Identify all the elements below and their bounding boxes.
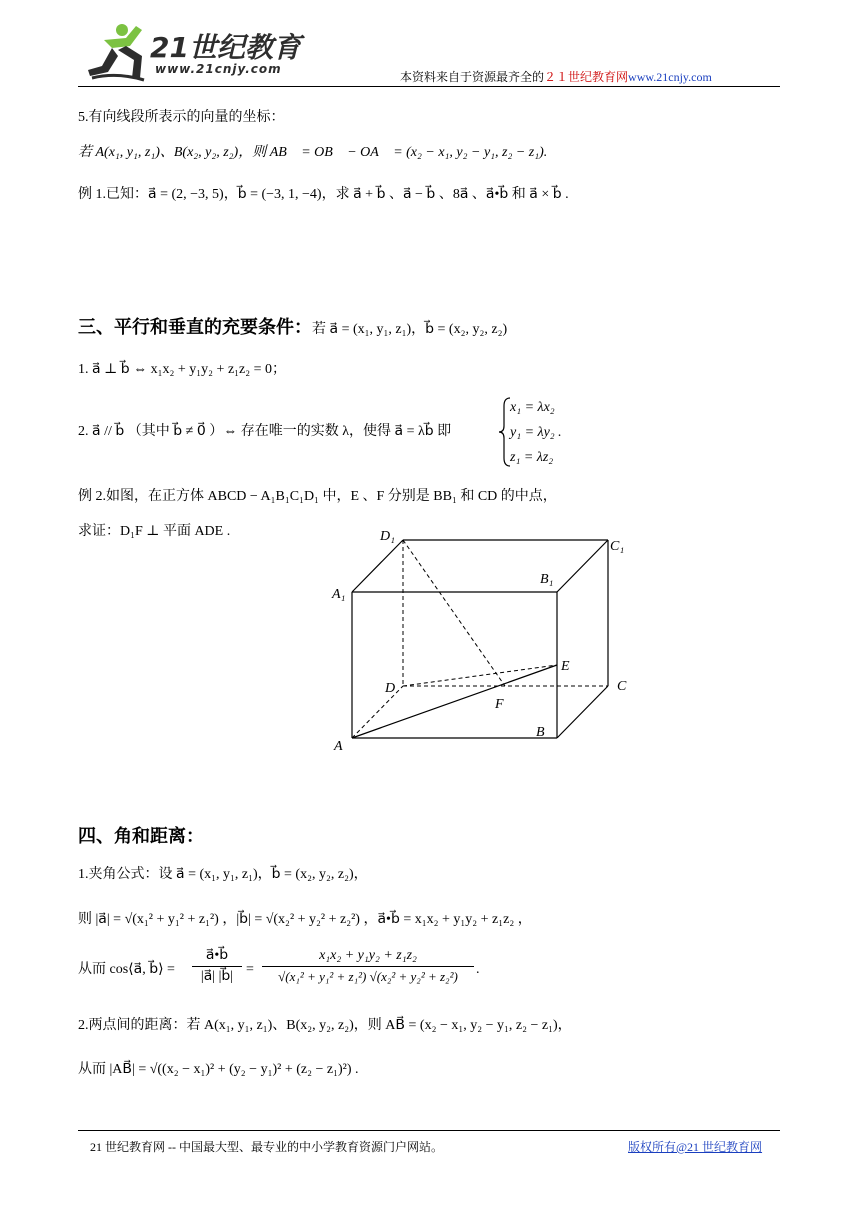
edge-a1-d1 bbox=[352, 540, 403, 592]
label-d1: D₁ bbox=[380, 529, 395, 544]
system-eq-2: y₁ = λy₂ . bbox=[510, 425, 562, 440]
header-source-url[interactable]: www.21cnjy.com bbox=[628, 70, 712, 84]
cube-figure bbox=[320, 520, 650, 760]
fraction1-num: a⃗•b⃗ bbox=[192, 946, 242, 967]
header-source-brand[interactable]: ２１世纪教育网 bbox=[544, 70, 629, 84]
header-source-prefix: 本资料来自于资源最齐全的 bbox=[400, 70, 545, 84]
fraction2-den: √(x₁² + y₁² + z₁²) √(x₂² + y₂² + z₂²) bbox=[278, 969, 458, 984]
fraction1 bbox=[192, 946, 242, 987]
label-e: E bbox=[561, 659, 570, 674]
section3-condition: 若 a⃗ = (x₁, y₁, z₁)，b⃗ = (x₂, y₂, z₂) bbox=[312, 322, 508, 337]
item5-title: 5.有向线段所表示的向量的坐标： bbox=[78, 110, 285, 125]
footer-copyright-link[interactable]: 版权所有@21 世纪教育网 bbox=[628, 1140, 763, 1154]
edge-b-c bbox=[557, 686, 608, 738]
label-a1: A₁ bbox=[332, 587, 346, 602]
runner-logo-icon bbox=[82, 20, 152, 84]
section4-line2: 则 |a⃗| = √(x₁² + y₁² + z₁²) ，|b⃗| = √(x₂² + y₂² + z₂²) ，a⃗•b⃗ = x₁x₂ + y₁y₂ + z₁z₂ ， bbox=[78, 912, 532, 927]
label-d: D bbox=[385, 681, 396, 696]
header-rule bbox=[78, 86, 780, 87]
example2-prove: 求证：D₁F ⊥ 平面 ADE . bbox=[78, 524, 231, 539]
fraction1-den: |a⃗| |b⃗| bbox=[200, 969, 234, 984]
segment-a-e bbox=[352, 665, 557, 738]
logo-text: 21世纪教育 bbox=[150, 31, 301, 64]
header-source bbox=[400, 68, 712, 85]
section3-item1: 1. a⃗ ⊥ b⃗ ⇔ x₁x₂ + y₁y₂ + z₁z₂ = 0； bbox=[78, 362, 287, 377]
label-b: B bbox=[536, 725, 545, 740]
section4-line1: 1.夹角公式：设 a⃗ = (x₁, y₁, z₁)，b⃗ = (x₂, y₂, z₂)， bbox=[78, 867, 368, 882]
label-b1: B₁ bbox=[540, 572, 554, 587]
fraction2-num: x₁x₂ + y₁y₂ + z₁z₂ bbox=[262, 946, 474, 967]
hidden-segment-d-e bbox=[403, 665, 557, 686]
label-a: A bbox=[334, 739, 343, 754]
label-c1: C₁ bbox=[610, 539, 625, 554]
section4-title: 四、角和距离： bbox=[78, 826, 204, 847]
section4-line5: 从而 |AB⃗| = √((x₂ − x₁)² + (y₂ − y₁)² + (z₂ − z₁)²) . bbox=[78, 1062, 359, 1077]
system-eq-1: x₁ = λx₂ bbox=[510, 400, 555, 415]
section3-item2: 2. a⃗ // b⃗ （其中 b⃗ ≠ 0⃗ ）⇔ 存在唯一的实数 λ，使得 a⃗ = λb⃗ 即 bbox=[78, 424, 452, 439]
example2-statement: 例 2.如图，在正方体 ABCD − A₁B₁C₁D₁ 中，E 、F 分别是 BB₁ 和 CD 的中点， bbox=[78, 489, 557, 504]
section3-title: 三、平行和垂直的充要条件： bbox=[78, 317, 312, 338]
hidden-edge-a-d bbox=[352, 686, 403, 738]
period: . bbox=[476, 962, 480, 977]
footer-rule bbox=[78, 1130, 780, 1131]
footer-left: 21 世纪教育网 -- 中国最大型、最专业的中小学教育资源门户网站。 bbox=[90, 1140, 443, 1154]
label-f: F bbox=[495, 697, 504, 712]
section4-line3-prefix: 从而 cos⟨a⃗, b⃗⟩ = bbox=[78, 962, 175, 977]
hidden-segment-d1-f bbox=[403, 540, 505, 686]
section3-heading bbox=[78, 313, 507, 339]
item5-formula: 若 A(x₁, y₁, z₁)、B(x₂, y₂, z₂)，则 AB⃗ = OB⃗ − OA⃗ = (x₂ − x₁, y₂ − y₁, z₂ − z₁). bbox=[78, 145, 548, 160]
system-eq-3: z₁ = λz₂ bbox=[510, 450, 554, 465]
fraction2 bbox=[262, 946, 474, 987]
section4-line4: 2.两点间的距离：若 A(x₁, y₁, z₁)、B(x₂, y₂, z₂)，则 AB⃗ = (x₂ − x₁, y₂ − y₁, z₂ − z₁)， bbox=[78, 1018, 572, 1033]
edge-b1-c1 bbox=[557, 540, 608, 592]
equals-sign: = bbox=[246, 962, 254, 977]
example1: 例 1.已知：a⃗ = (2, −3, 5)，b⃗ = (−3, 1, −4)，求 a⃗ + b⃗ 、a⃗ − b⃗ 、8a⃗ 、a⃗•b⃗ 和 a⃗ × b⃗ . bbox=[78, 187, 569, 202]
logo-url: www.21cnjy.com bbox=[155, 62, 282, 76]
label-c: C bbox=[617, 679, 627, 694]
